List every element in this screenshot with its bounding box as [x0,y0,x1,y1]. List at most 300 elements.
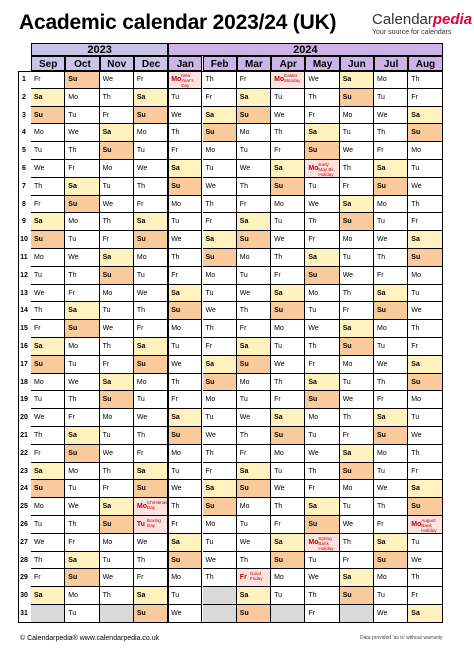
day-cell [340,409,374,427]
weekday-label: Su [274,556,284,564]
day-cell [65,587,99,605]
day-cell [374,196,408,214]
day-cell [237,107,271,125]
day-cell [237,124,271,142]
weekday-label: Th [171,129,180,137]
day-cell [305,338,339,356]
day-cell [237,89,271,107]
day-cell [134,569,168,587]
day-cell [31,463,65,481]
weekday-label: Mo [68,343,79,350]
day-cell [271,409,305,427]
logo-brand-prefix: Calendar [372,11,433,28]
weekday-label: Tu [274,592,283,600]
weekday-label: Th [68,271,77,279]
day-cell [203,356,237,374]
weekday-label: Th [136,432,146,439]
weekday-label: Tu [136,271,145,279]
weekday-label: Mo [136,254,147,261]
weekday-label: Tu [411,165,420,172]
day-cell [374,374,408,392]
month-header-may: May [305,56,339,71]
day-cell [271,534,305,552]
day-cell [340,196,374,214]
weekday-label: Tu [377,592,385,600]
weekday-label: Sa [377,538,386,546]
weekday-label: We [102,76,113,83]
day-cell [237,231,271,249]
day-cell [305,516,339,534]
day-cell [237,498,271,516]
weekday-label: Mo [34,254,44,261]
logo-brand [372,12,472,28]
day-cell [168,160,202,178]
weekday-label: Fr [102,236,110,244]
day-cell [203,445,237,463]
day-cell [168,338,202,356]
footer-disclaimer: Data provided 'as is' without warranty [360,635,443,641]
day-number: 11 [20,254,28,261]
weekday-label: Th [377,254,386,261]
weekday-label: Su [377,432,386,439]
day-cell [340,160,374,178]
day-cell [305,463,339,481]
weekday-label: Tu [342,378,351,386]
day-cell [374,498,408,516]
day-cell [408,249,442,267]
weekday-label: Su [68,449,78,457]
weekday-label: Su [411,129,421,137]
day-cell [237,302,271,320]
day-cell [340,338,374,356]
day-number: 8 [22,200,26,208]
weekday-label: Sa [377,289,386,297]
day-cell [271,463,305,481]
day-cell [305,89,339,107]
day-number: 2 [22,93,26,101]
weekday-label: Tu [136,147,145,155]
weekday-label: Mo [274,76,285,83]
day-cell [271,374,305,392]
weekday-label: Sa [102,129,112,137]
day-cell [237,267,271,285]
holiday-name: Easter Monday [284,73,301,83]
day-cell [374,231,408,249]
weekday-label: We [239,289,251,297]
weekday-label: Su [171,182,181,190]
weekday-label: Th [308,343,317,350]
day-cell [408,71,442,89]
weekday-label: We [377,236,388,244]
weekday-label: Sa [342,76,352,83]
day-cell [31,480,65,498]
weekday-label: Sa [411,360,420,368]
day-cell [374,587,408,605]
day-cell [374,160,408,178]
day-cell [168,516,202,534]
day-cell [31,409,65,427]
weekday-label: We [308,200,319,208]
day-cell [65,196,99,214]
weekday-label: Th [342,165,351,172]
weekday-label: Fr [68,414,75,422]
weekday-label: Fr [68,538,75,546]
day-cell [305,249,339,267]
day-cell [271,320,305,338]
day-cell [237,356,271,374]
weekday-label: Fr [102,360,110,368]
weekday-label: Mo [342,236,353,244]
weekday-label: Th [68,521,77,528]
month-header-apr: Apr [271,56,305,71]
day-cell-empty [271,605,305,623]
day-cell [168,285,202,303]
weekday-label: Sa [342,200,352,208]
day-cell [65,552,99,570]
weekday-label: Tu [205,414,214,422]
weekday-label: Tu [308,182,317,190]
weekday-label: Su [136,111,146,119]
month-header-jan: Jan [168,56,202,71]
weekday-label: Th [239,432,248,439]
weekday-label: Mo [342,111,353,119]
weekday-label: Mo [274,325,284,333]
day-cell [134,196,168,214]
day-cell [65,320,99,338]
day-cell [168,605,202,623]
day-cell [305,427,339,445]
day-number: 4 [22,129,26,137]
weekday-label: Su [205,129,215,137]
day-cell [271,267,305,285]
day-cell [237,552,271,570]
weekday-label: Th [411,200,420,208]
day-cell [31,124,65,142]
day-cell [168,71,202,89]
day-cell [340,463,374,481]
day-number: 21 [20,432,28,439]
day-cell [271,356,305,374]
day-number: 18 [20,378,28,386]
weekday-label: Tu [274,467,283,475]
day-cell [65,178,99,196]
weekday-label: We [274,236,285,244]
weekday-label: We [136,414,148,422]
weekday-label: Su [239,360,249,368]
day-cell [374,249,408,267]
day-cell [65,267,99,285]
weekday-label: Su [342,343,352,350]
weekday-label: Mo [205,521,216,528]
day-cell [340,178,374,196]
day-cell [374,445,408,463]
weekday-label: Fr [68,289,75,297]
day-cell [100,107,134,125]
day-cell [65,249,99,267]
day-cell [408,445,442,463]
weekday-label: Th [342,538,351,546]
weekday-label: Sa [102,254,112,261]
day-cell [168,196,202,214]
weekday-label: We [136,165,148,172]
weekday-label: Tu [239,147,248,155]
day-cell [340,391,374,409]
weekday-label: Sa [136,93,146,101]
weekday-label: Mo [136,503,147,511]
weekday-label: Mo [68,218,79,226]
day-cell [203,374,237,392]
day-cell [305,391,339,409]
day-cell [203,267,237,285]
month-header-feb: Feb [203,56,237,71]
day-cell [65,391,99,409]
weekday-label: Tu [171,592,180,600]
day-cell [31,427,65,445]
day-cell [168,267,202,285]
weekday-label: Mo [411,521,422,528]
day-cell [237,569,271,587]
day-cell [168,427,202,445]
weekday-label: Su [377,182,386,190]
weekday-label: We [102,449,113,457]
day-cell [374,516,408,534]
day-cell [305,409,339,427]
weekday-label: Fr [239,200,247,208]
weekday-label: Mo [102,289,113,297]
weekday-label: Mo [171,574,181,582]
day-cell [100,569,134,587]
weekday-label: Th [274,129,283,137]
weekday-label: Sa [34,343,43,350]
day-cell [408,552,442,570]
weekday-label: Sa [411,485,420,493]
day-cell [203,427,237,445]
day-cell [31,71,65,89]
day-number: 26 [20,521,28,528]
day-cell [31,516,65,534]
day-cell [134,124,168,142]
weekday-label: Mo [377,574,387,582]
weekday-label: Su [34,111,43,119]
day-cell [31,302,65,320]
day-cell [65,534,99,552]
day-cell [237,178,271,196]
weekday-label: We [239,165,251,172]
weekday-label: Fr [34,574,41,582]
weekday-label: We [411,182,422,190]
day-cell [271,552,305,570]
weekday-label: Fr [411,592,418,600]
day-cell [65,356,99,374]
day-cell [31,107,65,125]
weekday-label: Su [239,236,249,244]
day-cell [134,267,168,285]
weekday-label: Th [274,378,283,386]
weekday-label: Tu [274,93,283,101]
day-number: 16 [20,343,28,350]
day-cell [305,605,339,623]
day-cell [271,445,305,463]
day-cell [408,480,442,498]
weekday-label: Tu [205,538,214,546]
day-cell [134,480,168,498]
weekday-label: Fr [171,271,178,279]
day-cell [408,516,442,534]
weekday-label: Sa [34,218,43,226]
weekday-label: Th [308,93,317,101]
weekday-label: Mo [102,165,113,172]
day-cell [65,231,99,249]
weekday-label: Mo [171,200,181,208]
weekday-label: Sa [411,610,420,617]
weekday-label: Sa [102,503,112,511]
weekday-label: Sa [68,182,77,190]
weekday-label: Sa [274,414,283,422]
page-title: Academic calendar 2023/24 (UK) [19,11,337,34]
weekday-label: Tu [136,396,145,404]
day-cell [31,178,65,196]
weekday-label: Tu [377,467,385,475]
day-cell [340,498,374,516]
day-cell [65,71,99,89]
day-cell [340,374,374,392]
weekday-label: Tu [308,432,317,439]
weekday-label: Mo [308,538,319,546]
weekday-label: Tu [171,343,180,350]
weekday-label: Su [274,307,284,315]
day-cell [168,534,202,552]
weekday-label: Fr [308,111,315,119]
day-cell [271,480,305,498]
weekday-label: Tu [102,432,111,439]
day-cell [203,124,237,142]
weekday-label: Su [68,200,78,208]
weekday-label: Fr [171,521,178,528]
weekday-label: Sa [274,289,283,297]
weekday-label: Th [308,592,317,600]
weekday-label: Mo [308,414,319,422]
day-cell [271,249,305,267]
weekday-label: Mo [239,254,250,261]
day-cell [408,285,442,303]
weekday-label: Th [411,574,420,582]
day-cell [203,142,237,160]
day-cell [134,178,168,196]
day-cell [305,445,339,463]
weekday-label: Th [239,556,248,564]
weekday-label: Fr [308,360,315,368]
weekday-label: Su [102,147,112,155]
holiday-name: Early May Bk. Holiday [318,162,335,177]
day-cell [374,107,408,125]
weekday-label: Mo [171,449,181,457]
weekday-label: Su [411,254,421,261]
day-cell [408,498,442,516]
weekday-label: Sa [342,574,352,582]
weekday-label: Tu [34,147,42,155]
day-number: 31 [20,610,28,617]
weekday-label: Th [171,254,180,261]
day-cell [271,569,305,587]
day-number: 22 [20,449,28,457]
day-cell [31,160,65,178]
weekday-label: Mo [377,76,387,83]
weekday-label: Tu [68,111,77,119]
weekday-label: We [377,111,388,119]
day-cell [65,89,99,107]
day-cell [271,587,305,605]
day-cell [374,427,408,445]
weekday-label: Mo [68,93,79,101]
day-cell [100,356,134,374]
weekday-label: Su [136,360,146,368]
weekday-label: We [171,111,182,119]
day-cell-empty [100,605,134,623]
day-cell [305,320,339,338]
weekday-label: Mo [411,271,422,279]
weekday-label: Th [411,449,420,457]
weekday-label: We [34,165,45,172]
day-cell [408,178,442,196]
day-cell [271,427,305,445]
day-cell [237,463,271,481]
day-number: 15 [20,325,28,333]
day-cell [203,213,237,231]
weekday-label: Mo [205,396,216,404]
day-cell [31,587,65,605]
weekday-label: Fr [308,610,315,617]
weekday-label: Fr [239,76,247,83]
day-number: 12 [20,271,28,279]
weekday-label: Tu [239,521,248,528]
weekday-label: We [171,485,182,493]
day-cell [374,391,408,409]
weekday-label: Sa [34,592,43,600]
weekday-label: Sa [411,236,420,244]
calendarpedia-logo[interactable] [372,12,472,36]
day-cell [305,124,339,142]
weekday-label: Sa [171,414,180,422]
day-cell [203,231,237,249]
weekday-label: Tu [102,556,111,564]
day-cell [100,302,134,320]
day-cell [65,498,99,516]
weekday-label: Th [136,556,146,564]
day-cell [31,391,65,409]
day-cell [305,213,339,231]
day-cell [271,178,305,196]
holiday-name: New Year's Day [181,73,194,88]
day-cell [100,587,134,605]
day-cell [168,391,202,409]
day-cell [237,249,271,267]
day-cell [134,338,168,356]
day-cell [305,107,339,125]
weekday-label: Mo [342,360,353,368]
day-number: 13 [20,289,28,297]
day-cell [408,107,442,125]
weekday-label: We [68,254,79,261]
day-cell [65,302,99,320]
weekday-label: Tu [34,396,42,404]
weekday-label: We [34,414,45,422]
day-number: 1 [22,76,26,83]
weekday-label: Sa [205,111,215,119]
day-cell [305,267,339,285]
day-cell [374,302,408,320]
day-number: 19 [20,396,28,404]
weekday-label: Fr [342,307,350,315]
